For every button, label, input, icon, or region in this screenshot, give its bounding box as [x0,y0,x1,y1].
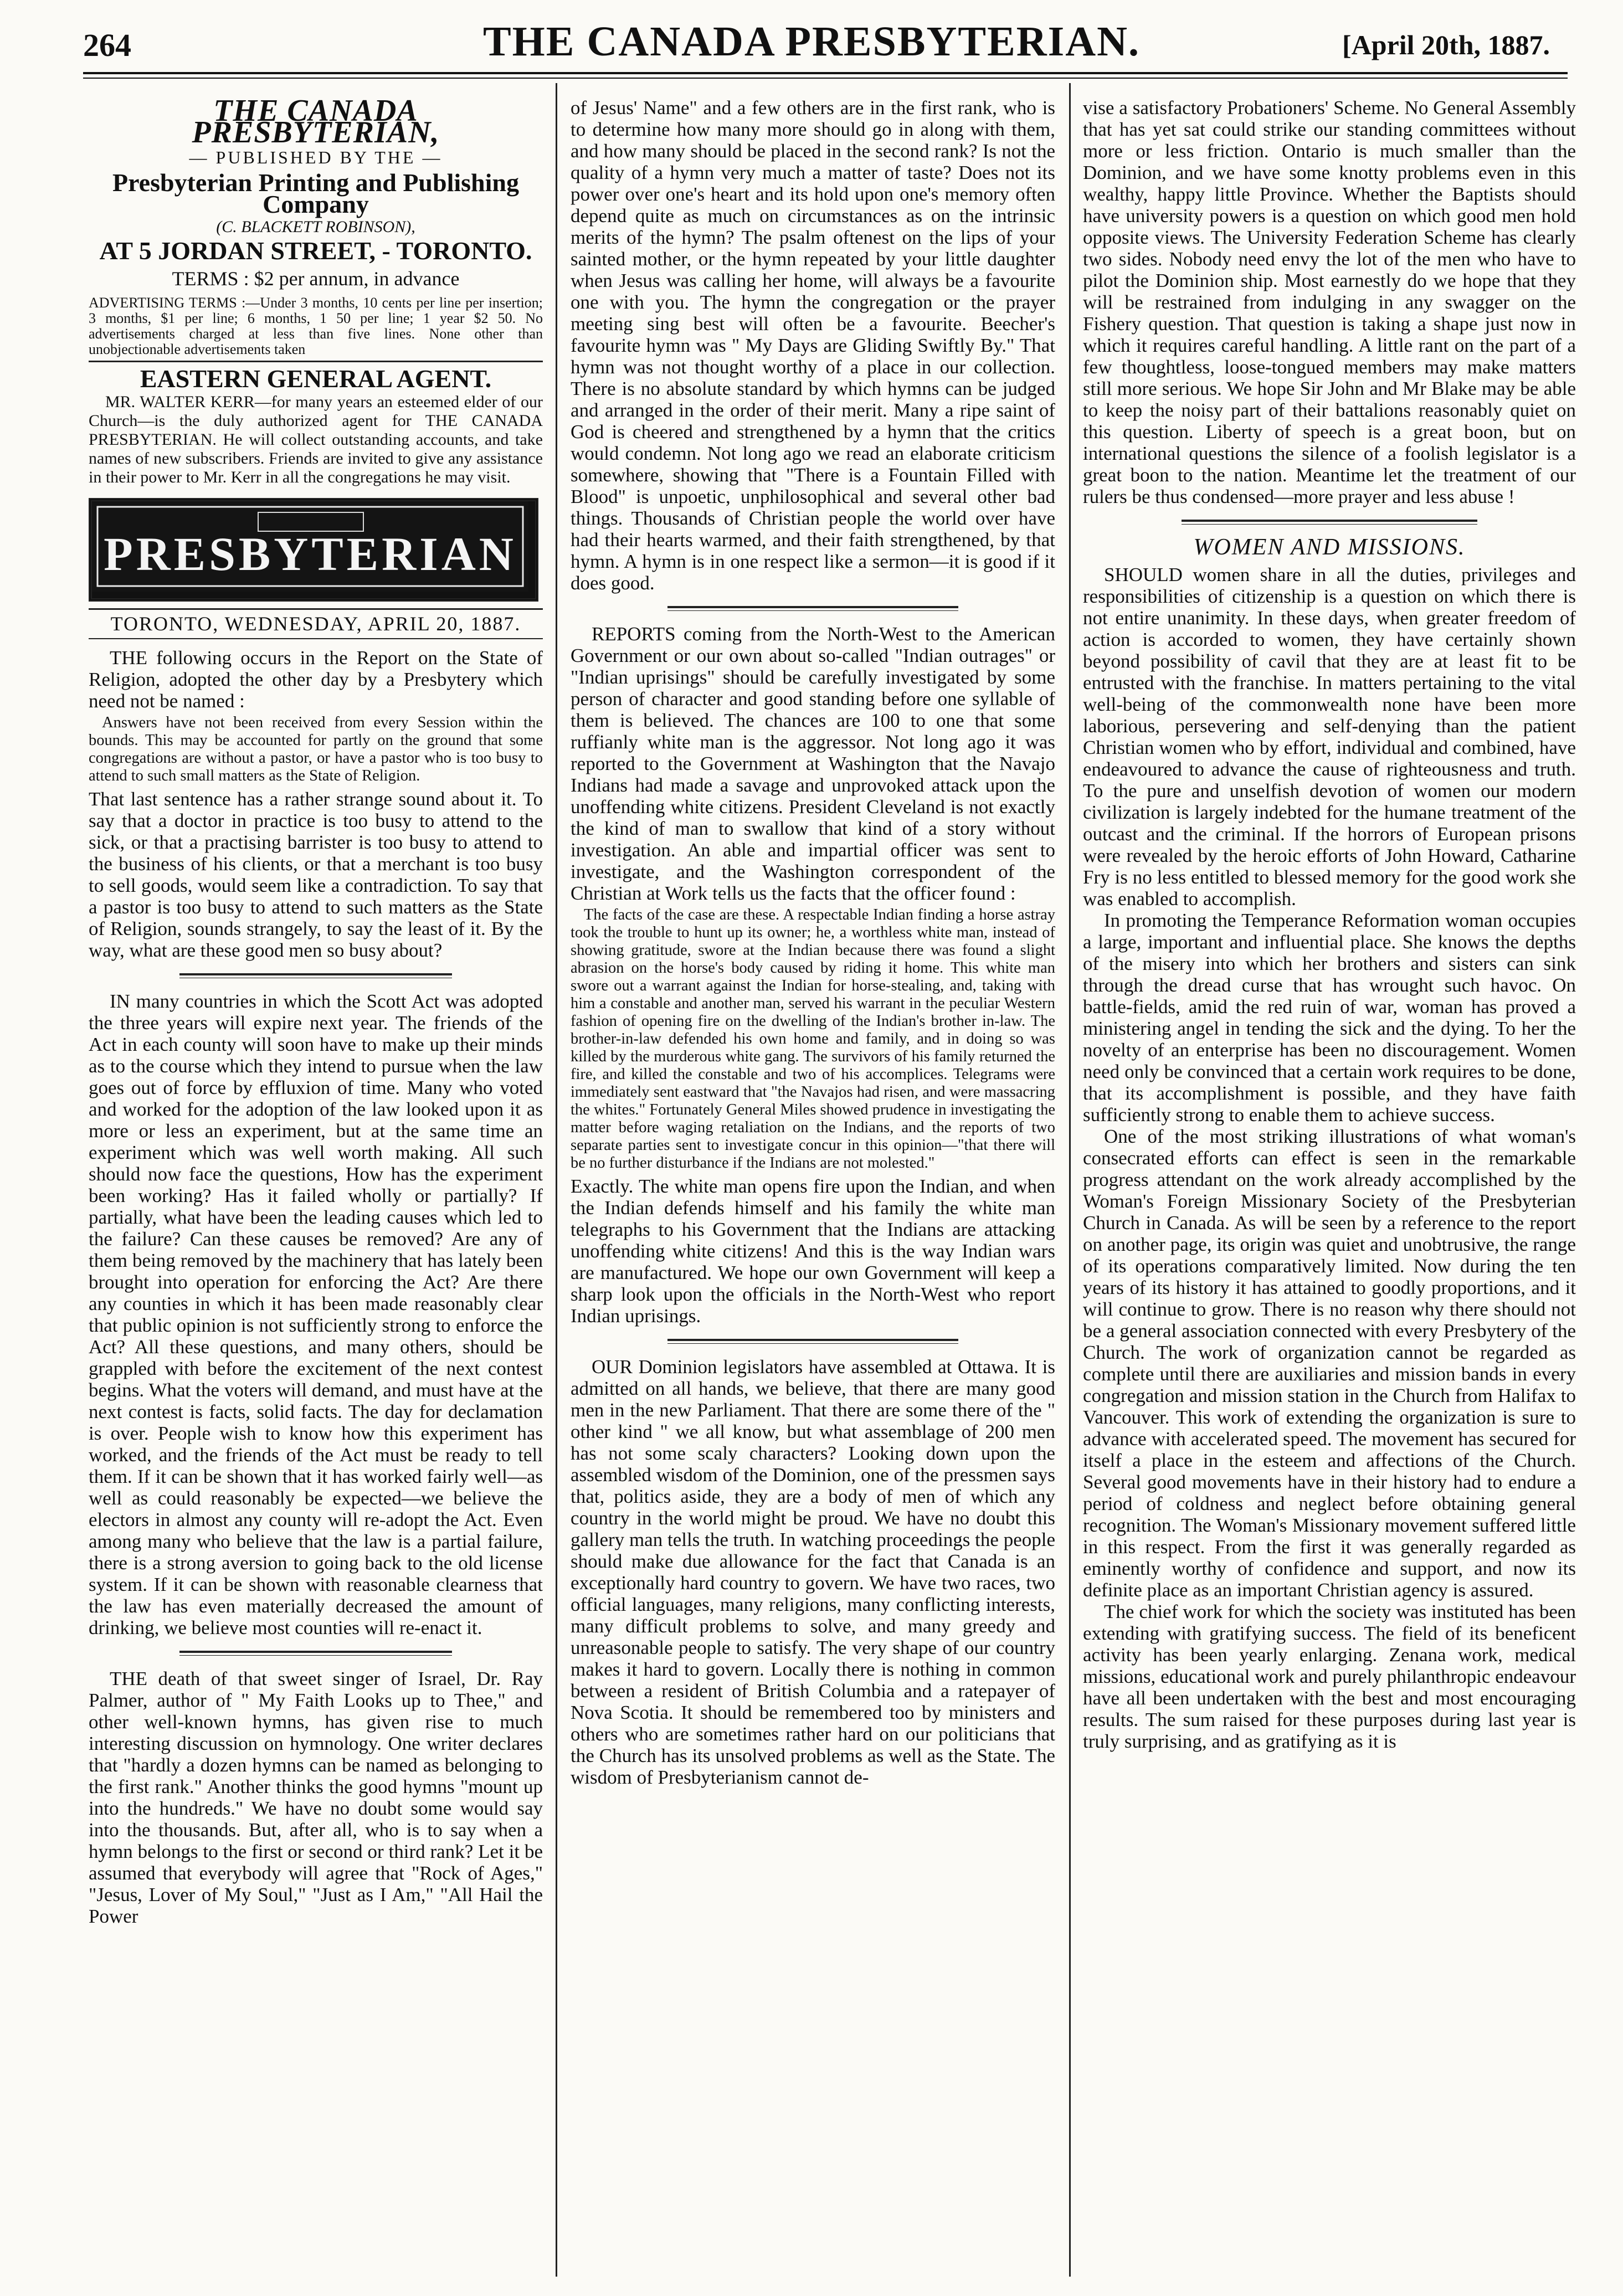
masthead-proprietor: (C. BLACKETT ROBINSON), [216,218,415,236]
article-paragraph: One of the most striking illustrations of what woman's consecrated efforts can effect is seen in the remarkable progress attendant on the work already accomplished by the Woman's Foreign Missionary Society of the Presbyterian Church in Canada. As will be seen by a reference to the report on another page, its origin was quiet and unobtrusive, the range of its operations comparatively limited. Now during the ten years of its history it has attained to goodly proportions, and it will continue to grow. There is no reason why there should not be a general association connected with every Presbytery of the Church. The work of organization cannot be regarded as complete until there are auxiliaries and mission bands in every congregation and mission station in the Church from Halifax to Vancouver. This work of extending the organization is sure to advance with accelerated speed. The movement has secured for itself a place in the esteem and affections of the Church. Several good movements have in their history had to endure a period of coldness and neglect before obtaining general recognition. The Woman's Missionary movement suffered little in this respect. From the first it was generally regarded as eminently worthy of confidence and support, and now its definite place as an important Christian agency is assured. [1083,1126,1576,1601]
presbyterian-logo-art [92,501,528,592]
logo-text: PRESBYTERIAN [104,527,517,581]
dateline: TORONTO, WEDNESDAY, APRIL 20, 1887. [89,608,543,639]
section-divider [667,1339,958,1344]
article-paragraph: The chief work for which the society was instituted has been extending with gratifying success. The field of its beneficent activity has been yearly enlarging. Zenana work, medical missions, educational work and purely philanthropic endeavour have all been undertaken with the best and most encouraging results. The sum raised for these purposes during last year is truly surprising, and as gratifying as it is [1083,1601,1576,1752]
article-paragraph: of Jesus' Name" and a few others are in the first rank, who is to determine how many more should go in along with them, and how many should be placed in the second rank? Is not the quality of a hymn very much a matter of taste? Does not its power over one's heart and its hold upon one's memory often depend quite as much on circumstances as on the intrinsic merits of the hymn? The psalm oftenest on the lips of your sainted mother, or the hymn repeated by your little daughter when Jesus was calling her home, will always be a favourite one with you. The hymn the congregation or the prayer meeting sing best will often be a favourite. Beecher's favourite hymn was " My Days are Gliding Swiftly By." That hymn was not thought worthy of a place in our collection. There is no absolute standard by which hymns can be judged and arranged in the order of their merit. Many a ripe saint of God is cheered and strengthened by a hymn that the critics would condemn. Not long ago we read an elaborate criticism somewhere, showing that "There is a Fountain Filled with Blood" is unpoetic, unphilosophical and several other bad things. Thousands of Christian people the world over have had their hearts warmed, and their faith strengthened, by that hymn. A hymn is in one respect like a sermon—it is good if it does good. [571,97,1055,594]
column-2 [571,97,1055,2274]
article-heading: WOMEN AND MISSIONS. [1193,535,1466,560]
column-rule [1069,83,1071,2277]
masthead-company: Presbyterian Printing and Publishing Company [112,168,519,218]
section-divider [179,973,452,978]
masthead-terms: TERMS : $2 per annum, in advance [172,268,460,290]
agent-notice: MR. WALTER KERR—for many years an esteemed elder of our Church—is the duly authorized agent for THE CANADA PRESBYTERIAN. He will collect outstanding accounts, and take names of new subscribers. Friends are invited to give any assistance in their power to Mr. Kerr in all the congregations he may visit. [89,393,543,486]
header-rule-thin [83,78,1568,79]
masthead-name: THE CANADA PRESBYTERIAN, [192,97,440,150]
column-3 [1083,97,1576,2274]
article-paragraph: THE following occurs in the Report on the State of Religion, adopted the other day by a Presbytery which need not be named : [89,647,543,712]
masthead-address: AT 5 JORDAN STREET, - TORONTO. [99,237,532,265]
running-title: THE CANADA PRESBYTERIAN. [482,18,1141,65]
article-paragraph: Exactly. The white man opens fire upon the Indian, and when the Indian defends himself and his family the white man telegraphs to his Government that the Indians are attacking unoffending white citizens! And this is the way Indian wars are manufactured. We hope our own Government will keep a sharp look upon the officials in the North-West who report Indian uprisings. [571,1175,1055,1327]
advertising-terms: ADVERTISING TERMS :—Under 3 months, 10 cents per line per insertion; 3 months, $1 per line; 6 months, 1 50 per line; 1 year $2 50. No advertisements charged at less than five lines. None other than unobjectionable advertisements taken [89,295,543,357]
section-divider [667,606,958,611]
article-paragraph: That last sentence has a rather strange sound about it. To say that a doctor in practice is too busy to attend to the sick, or that a practising barrister is too busy to attend to the business of his clients, or that a merchant is too busy to sell goods, would seem like a contradiction. To say that a pastor is too busy to attend to such matters as the State of Religion, sounds strangely, to say the least of it. By the way, what are these good men so busy about? [89,788,543,961]
agent-heading: EASTERN GENERAL AGENT. [89,361,543,389]
page-number: 264 [83,27,131,63]
article-paragraph: THE death of that sweet singer of Israel, Dr. Ray Palmer, author of " My Faith Looks up to Thee," and other well-known hymns, has given rise to much interesting discussion on hymnology. One writer declares that "hardly a dozen hymns can be named as belonging to the first rank." Another thinks the good hymns "mount up into the hundreds." We have no doubt some would say into the thousands. But, after all, who is to say when a hymn belongs to the first or second or third rank? Let it be assumed that everybody will agree that "Rock of Ages," "Jesus, Lover of My Soul," "Just as I Am," "All Hail the Power [89,1668,543,1927]
article-paragraph: IN many countries in which the Scott Act was adopted the three years will expire next year. The friends of the Act in each county will soon have to make up their minds as to the course which they intend to pursue when the law goes out of force by effluxion of time. Many who voted and worked for the adoption of the law looked upon it as more or less an experiment, but at the same time an experiment which was well worth making. All such should now face the questions, How has the experiment been working? Has it failed wholly or partially? If partially, what have been the leading causes which led to the failure? Can these causes be removed? Are any of them being removed by the machinery that has lately been brought into operation for enforcing the Act? Are there any counties in which it has been made reasonably clear that public opinion is not sufficiently strong to enforce the Act? All these questions, and many others, should be grappled with before the excitement of the next contest begins. What the voters will demand, and must have at the next contest is facts, solid facts. The day for declamation is over. People wish to know how this experiment has worked, and the friends of the Act must be ready to tell them. If it can be shown that it has worked fairly well—as well as could reasonably be expected—we believe the electors in almost any county will re-adopt the Act. Even among many who believe that the law is a partial failure, there is a strong aversion to going back to the old license system. If it can be shown with reasonable clearness that the law has even materially decreased the amount of drinking, we believe most counties will re-enact it. [89,990,543,1638]
presbyterian-logo [89,498,538,602]
section-divider [1182,520,1477,525]
quoted-extract: Answers have not been received from every Session within the bounds. This may be accounted for partly on the ground that some congregations are without a pastor, or have a pastor who is too busy to attend to such small matters as the State of Religion. [89,714,543,784]
header-rule [83,72,1568,74]
article-paragraph: SHOULD women share in all the duties, privileges and responsibilities of citizenship is a question on which there is not entire unanimity. In these days, when greater freedom of action is accorded to women, they have certainly shown beyond possibility of cavil that they are at least fit to be entrusted with the franchise. In matters pertaining to the vital well-being of the commonwealth none have been more laborious, persevering and self-denying than the patient Christian women who by effort, individual and combined, have endeavoured to advance the cause of righteousness and truth. To the pure and unselfish devotion of women our modern civilization is largely indebted for the humane treatment of the outcast and the criminal. If the horrors of European prisons were revealed by the heroic efforts of John Howard, Catharine Fry is no less entitled to blessed memory for the good work she was enabled to accomplish. [1083,564,1576,910]
running-date: [April 20th, 1887. [1342,29,1550,60]
column-1 [89,97,543,2274]
article-paragraph: REPORTS coming from the North-West to the American Government or our own about so-called "Indian outrages" or "Indian uprisings" should be carefully investigated by some person of character and good standing before one syllable of them is believed. The chances are 100 to one that some ruffianly white man is the aggressor. Not long ago it was reported to the Government at Washington that the Navajo Indians had made a savage and unprovoked attack upon the unoffending white citizens. President Cleveland is not exactly the kind of man to swallow that kind of a story without investigation. An able and impartial officer was sent to investigate, and the Washington correspondent of the Christian at Work tells us the facts that the officer found : [571,623,1055,904]
article-paragraph: In promoting the Temperance Reformation woman occupies a large, important and influential place. She knows the depths of the misery into which her brothers and sisters can sink through the dread curse that has wrought such havoc. On battle-fields, amid the red ruin of war, woman has proved a ministering angel in tending the sick and the dying. To her the novelty of an enterprise has been no discouragement. Women need only be convinced that a certain work requires to be done, that its accomplishment is possible, and they have faith sufficiently strong to enable them to achieve success. [1083,910,1576,1126]
page-header [0,0,1623,66]
column-rule [556,83,557,2277]
quoted-extract: The facts of the case are these. A respectable Indian finding a horse astray took the trouble to hunt up its owner; he, a worthless white man, instead of showing gratitude, swore at the Indian because there was found a slight abrasion on the horse's body caused by riding it home. This white man swore out a warrant against the Indian for horse-stealing, and, taking with him a constable and another man, served his warrant in the peculiar Western fashion of opening fire on the dwelling of the Indian's brother in-law. The brother-in-law defended his own home and family, and in doing so was killed by the murderous white gang. The survivors of his family returned the fire, and killed the constable and two of his accomplices. Telegrams were immediately sent eastward that "the Navajos had risen, and were massacring the whites." Fortunately General Miles showed prudence in investigating the matter before waging retaliation on the Indians, and the reports of two separate parties sent to investigate concur in this opinion—"that there will be no further disturbance if the Indians are not molested." [571,906,1055,1172]
masthead-published-by: — PUBLISHED BY THE — [189,147,443,167]
section-divider [179,1651,452,1656]
article-paragraph: OUR Dominion legislators have assembled at Ottawa. It is admitted on all hands, we believe, that there are many good men in the new Parliament. That there are some there of the " other kind " we all know, but what assemblage of 200 men has not some scaly characters? Looking down upon the assembled wisdom of the Dominion, one of the pressmen says that, politics aside, they are a body of men of which any country in the world might be proud. We have no doubt this gallery man tells the truth. In watching proceedings the people should make due allowance for the fact that Canada is an exceptionally hard country to govern. We have two races, two official languages, many religions, many conflicting interests, many difficult problems to solve, and many greedy and unreasonable people to satisfy. The very shape of our country makes it hard to govern. Locally there is nothing in common between a resident of British Columbia and a ratepayer of Nova Scotia. It should be remembered too by ministers and others who are sometimes rather hard on our politicians that the Church has its unsolved problems as well as the State. The wisdom of Presbyterianism cannot de- [571,1356,1055,1788]
article-paragraph: vise a satisfactory Probationers' Scheme. No General Assembly that has yet sat could strike our standing committees without more or less friction. Ontario is much smaller than the Dominion, and we have some knotty problems even in this wealthy, happy little Province. Whether the Baptists should have university powers is a question on which good men hold opposite views. The University Federation Scheme has clearly two sides. Nobody need envy the lot of the men who have to pilot the Dominion ship. Most earnestly do we hope that they will be restrained from indulging in any swagger on the Fishery question. That question is taking a shape just now in which it requires careful handling. A little rant on the part of a few thoughtless, loose-tongued members may make matters still more serious. We hope Sir John and Mr Blake may be able to keep the noisy part of their battalions reasonably quiet on this question. Liberty of speech is a great boon, but on international questions the silence of a foolish legislator is a great boon to the nation. Meantime let the treatment of our rulers be thus condensed—more prayer and less abuse ! [1083,97,1576,507]
